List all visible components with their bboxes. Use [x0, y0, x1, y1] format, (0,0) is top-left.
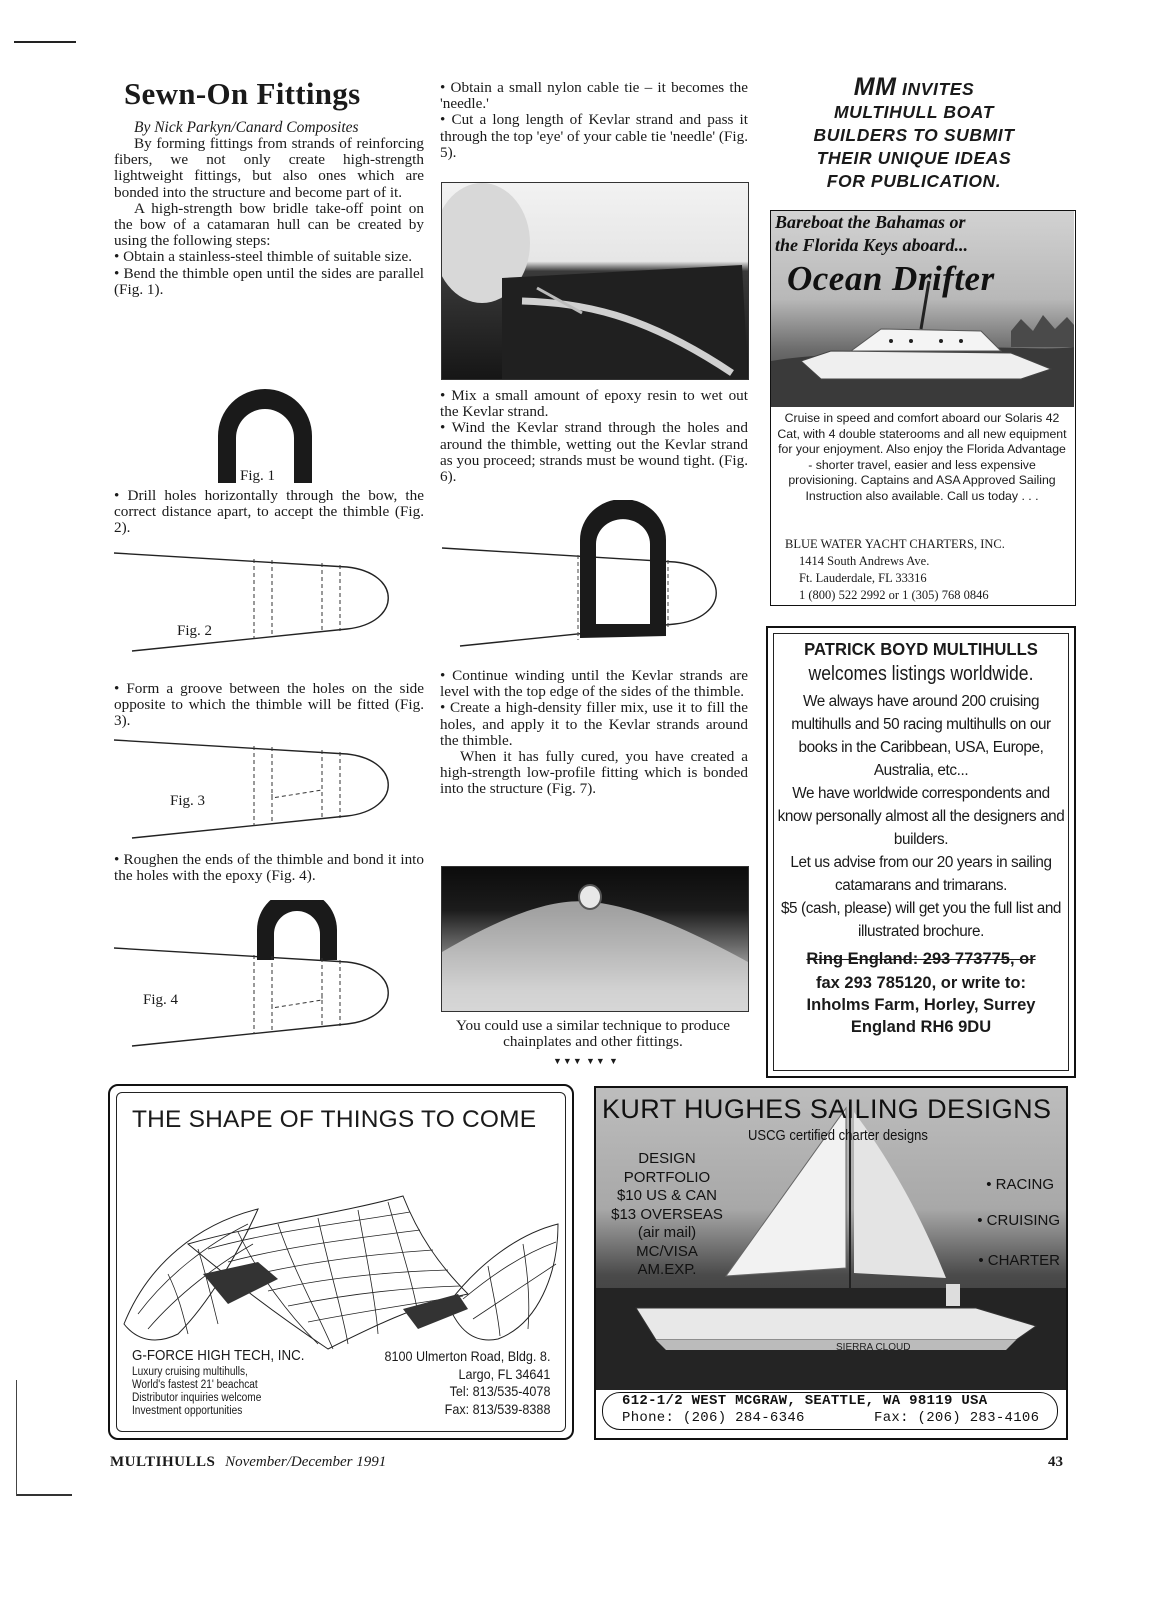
- ad-company: BLUE WATER YACHT CHARTERS, INC.: [785, 537, 1005, 551]
- paragraph: • Create a high-density filler mix, use it to fill the holes, and apply it to the Kevlar strands around the thimble.: [440, 699, 748, 749]
- footer-magazine: [110, 1454, 386, 1471]
- footer-issue: November/December 1991: [225, 1454, 387, 1470]
- ad-paragraph: $5 (cash, please) will get you the full list and illustrated brochure.: [780, 900, 1062, 940]
- paragraph: By forming fittings from strands of reinforcing fibers, we not only create high-strength lightweight fittings, but also ones which are bonded into the structure and become part of it.: [114, 135, 424, 201]
- mm-line: FOR PUBLICATION.: [826, 171, 1002, 191]
- ad-phone: 1 (800) 522 2992 or 1 (305) 768 0846: [799, 588, 989, 602]
- ad-subtitle: USCG certified charter designs: [748, 1128, 928, 1144]
- mm-line: BUILDERS TO SUBMIT: [813, 125, 1015, 145]
- scan-edge-line: [16, 1380, 17, 1496]
- article-byline: By Nick Parkyn/Canard Composites: [134, 119, 359, 136]
- ad-headline-1: Bareboat the Bahamas or: [775, 212, 966, 232]
- article-col2-mid: [440, 388, 748, 485]
- ad-contact: fax 293 785120, or write to:: [815, 974, 1027, 992]
- fig5-photo: [441, 182, 749, 380]
- ad-paragraph: Let us advise from our 20 years in sailing catamarans and trimarans.: [790, 854, 1052, 894]
- tagline: Investment opportunities: [132, 1405, 243, 1417]
- portfolio-line: PORTFOLIO: [623, 1168, 711, 1186]
- article-col2-top: [440, 80, 748, 161]
- ad-bullet-racing: • RACING: [986, 1176, 1054, 1193]
- trimaran-wireframe-drawing: [118, 1154, 566, 1354]
- ad-taglines: [132, 1366, 261, 1418]
- ad-headline-2: the Florida Keys aboard...: [775, 235, 969, 255]
- portfolio-line: AM.EXP.: [637, 1261, 697, 1278]
- ad-body: Cruise in speed and comfort aboard our Solaris 42 Cat, with 4 double staterooms and all new equipment for your enjoyment. Also enjoy the Florida Advantage - shorter travel, easier and less expensive provisioning. Captains and ASA Approved Sailing Instruction also available. Call us today . . .: [777, 411, 1067, 503]
- fig2-label: Fig. 2: [177, 623, 213, 639]
- fig4-label: Fig. 4: [143, 992, 179, 1008]
- ad-bullet-charter: • CHARTER: [978, 1252, 1060, 1269]
- ad-tel: Tel: 813/535-4078: [449, 1383, 550, 1399]
- ocean-drifter-ad: [770, 210, 1076, 606]
- step-groove: • Form a groove between the holes on the side opposite to which the thimble will be fitted (Fig. 3).: [114, 680, 424, 730]
- ad-phone: Phone: (206) 284-6346: [622, 1410, 805, 1426]
- article-col2-low: [440, 668, 748, 798]
- fig4-hull-diagram: [112, 900, 402, 1055]
- ad-contact: England RH6 9DU: [850, 1018, 992, 1036]
- ad-title: KURT HUGHES SAILING DESIGNS: [602, 1094, 1052, 1124]
- mm-invitation: [764, 73, 1064, 193]
- paragraph: A high-strength bow bridle take-off point on the bow of a catamaran hull can be created by using the following steps:: [114, 199, 424, 250]
- paragraph: • Obtain a stainless-steel thimble of suitable size.: [114, 248, 413, 266]
- ad-contact: [384, 1348, 550, 1418]
- page-number: 43: [1048, 1454, 1063, 1470]
- gforce-ad: [108, 1084, 574, 1440]
- tagline: Luxury cruising multihulls,: [132, 1366, 248, 1378]
- paragraph: • Bend the thimble open until the sides are parallel (Fig. 1).: [114, 264, 424, 298]
- paragraph: • Obtain a small nylon cable tie – it becomes the 'needle.': [440, 79, 748, 113]
- ad-title: PATRICK BOYD MULTIHULLS: [804, 639, 1038, 659]
- fig2-hull-diagram: [112, 545, 402, 655]
- footer-magazine-name: MULTIHULLS: [110, 1454, 216, 1470]
- scan-mark-bottom: [16, 1494, 72, 1496]
- ad-portfolio: [602, 1150, 732, 1280]
- tagline: World's fastest 21' beachcat: [132, 1379, 258, 1391]
- patrick-boyd-ad: [766, 626, 1076, 1078]
- ad-address-2: Ft. Lauderdale, FL 33316: [799, 571, 927, 585]
- ad-headline: THE SHAPE OF THINGS TO COME: [132, 1106, 537, 1133]
- ad-address-1: 8100 Ulmerton Road, Bldg. 8.: [383, 1348, 550, 1364]
- article-title: Sewn-On Fittings: [124, 76, 361, 111]
- ad-subtitle: welcomes listings worldwide.: [808, 663, 1034, 685]
- fig6-wound-thimble-diagram: [440, 500, 740, 650]
- paragraph: • Continue winding until the Kevlar strands are level with the top edge of the sides of the thimble.: [440, 667, 748, 701]
- mm-line: THEIR UNIQUE IDEAS: [816, 148, 1012, 168]
- mm-line-1: MM INVITES: [853, 73, 975, 101]
- ad-company: G-FORCE HIGH TECH, INC.: [132, 1348, 305, 1364]
- ad-contact: Inholms Farm, Horley, Surrey: [806, 996, 1036, 1014]
- ad-struck-line: Ring England: 293 773775, or: [806, 950, 1036, 968]
- kurt-hughes-ad: [594, 1086, 1068, 1440]
- portfolio-line: $10 US & CAN: [616, 1187, 718, 1204]
- mm-line: MULTIHULL BOAT: [833, 102, 995, 122]
- mm-logo: MM: [853, 73, 897, 101]
- fig3-label: Fig. 3: [170, 793, 206, 809]
- step-roughen: • Roughen the ends of the thimble and bond it into the holes with the epoxy (Fig. 4).: [114, 851, 424, 885]
- scan-mark-top: [14, 41, 76, 43]
- paragraph: • Wind the Kevlar strand through the holes and around the thimble, wetting out the Kevlar strand as you proceed; strands must be wound tight. (Fig. 6).: [440, 419, 748, 486]
- ad-paragraph: We have worldwide correspondents and know personally almost all the designers and builders.: [777, 785, 1065, 848]
- ad-bullet-cruising: • CRUISING: [977, 1212, 1060, 1229]
- step-drill: • Drill holes horizontally through the bow, the correct distance apart, to accept the thimble (Fig. 2).: [114, 487, 424, 537]
- tagline: Distributor inquiries welcome: [132, 1392, 262, 1404]
- paragraph: • Mix a small amount of epoxy resin to wet out the Kevlar strand.: [440, 387, 748, 421]
- portfolio-line: DESIGN: [638, 1150, 696, 1167]
- article-end-mark: ▼▼▼ ▼▼ ▼: [553, 1056, 619, 1066]
- ad-fax: Fax: 813/539-8388: [444, 1400, 550, 1417]
- ad-boat-name: Ocean Drifter: [787, 259, 995, 298]
- ad-fax: Fax: (206) 283-4106: [874, 1410, 1040, 1426]
- portfolio-line: $13 OVERSEAS: [611, 1205, 723, 1223]
- fig7-photo: [441, 866, 749, 1012]
- portfolio-line: MC/VISA: [636, 1242, 698, 1260]
- article-closing: You could use a similar technique to produce chainplates and other fittings.: [456, 1017, 730, 1051]
- ad-paragraph: We always have around 200 cruising multihulls and 50 racing multihulls on our books in the Caribbean, USA, Europe, Australia, etc...: [791, 693, 1051, 779]
- ad-boat-name: SIERRA CLOUD: [836, 1342, 911, 1353]
- fig1-label: Fig. 1: [240, 468, 276, 484]
- article-col1-intro: [114, 136, 424, 298]
- paragraph: • Cut a long length of Kevlar strand and pass it through the top 'eye' of your cable tie 'needle' (Fig. 5).: [440, 111, 748, 161]
- ad-address-2: Largo, FL 34641: [457, 1365, 550, 1382]
- ad-address: 612-1/2 WEST MCGRAW, SEATTLE, WA 98119 USA: [622, 1393, 988, 1409]
- portfolio-line: (air mail): [637, 1224, 697, 1241]
- ad-address-1: 1414 South Andrews Ave.: [799, 554, 930, 568]
- paragraph: When it has fully cured, you have created a high-strength low-profile fitting which is bonded into the structure (Fig. 7).: [440, 748, 748, 798]
- fig3-hull-diagram: [112, 732, 402, 842]
